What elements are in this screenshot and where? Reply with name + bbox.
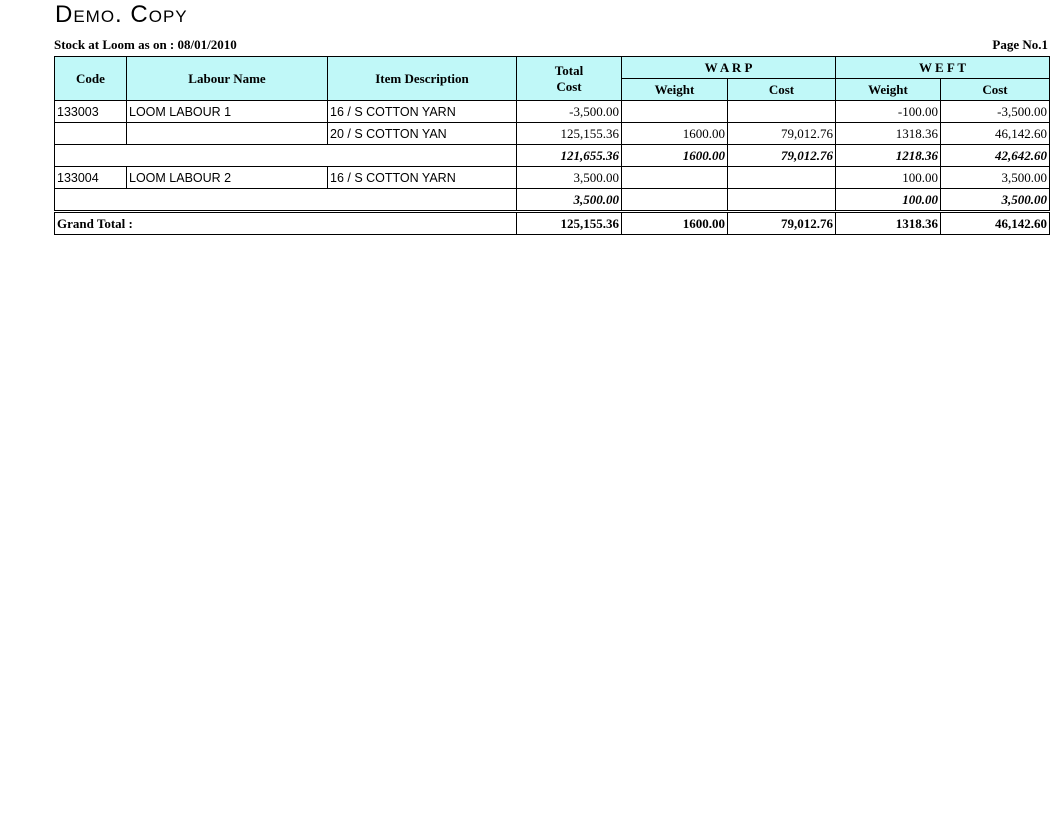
cell-item: 16 / S COTTON YARN <box>328 167 517 189</box>
subtotal-warp-cost <box>728 189 836 211</box>
cell-weft-cost: 46,142.60 <box>941 123 1050 145</box>
grand-total-row <box>55 213 1050 235</box>
cell-item: 16 / S COTTON YARN <box>328 101 517 123</box>
cell-weft-cost: -3,500.00 <box>941 101 1050 123</box>
subtotal-weft-cost: 3,500.00 <box>941 189 1050 211</box>
cell-warp-cost <box>728 167 836 189</box>
subtotal-row <box>55 145 1050 167</box>
report-subtitle: Stock at Loom as on : 08/01/2010 <box>54 37 237 52</box>
table-row <box>55 123 1050 145</box>
subtotal-warp-weight: 1600.00 <box>622 145 728 167</box>
grand-total-label: Grand Total : <box>55 213 517 235</box>
subtotal-total: 121,655.36 <box>517 145 622 167</box>
subtotal-weft-weight: 1218.36 <box>836 145 941 167</box>
cell-warp-cost: 79,012.76 <box>728 123 836 145</box>
grand-total-weft-cost: 46,142.60 <box>941 213 1050 235</box>
cell-code: 133004 <box>55 167 127 189</box>
stock-table <box>54 56 1050 235</box>
subtotal-warp-weight <box>622 189 728 211</box>
cell-total: -3,500.00 <box>517 101 622 123</box>
header-warp-weight: Weight <box>622 79 728 101</box>
cell-code: 133003 <box>55 101 127 123</box>
header-total-cost-line1: Total <box>554 62 584 78</box>
subtotal-total: 3,500.00 <box>517 189 622 211</box>
grand-total-total: 125,155.36 <box>517 213 622 235</box>
subtotal-weft-cost: 42,642.60 <box>941 145 1050 167</box>
header-item-description: Item Description <box>328 57 517 101</box>
cell-labour: LOOM LABOUR 2 <box>127 167 328 189</box>
grand-total-warp-cost: 79,012.76 <box>728 213 836 235</box>
cell-warp-cost <box>728 101 836 123</box>
report-title: Demo. Copy <box>55 1 188 28</box>
cell-warp-weight: 1600.00 <box>622 123 728 145</box>
cell-item: 20 / S COTTON YAN <box>328 123 517 145</box>
table-row <box>55 101 1050 123</box>
cell-weft-weight: 1318.36 <box>836 123 941 145</box>
grand-total-weft-weight: 1318.36 <box>836 213 941 235</box>
header-total-cost <box>517 57 622 101</box>
subtotal-row <box>55 189 1050 211</box>
header-weft: W E F T <box>836 57 1050 79</box>
header-weft-weight: Weight <box>836 79 941 101</box>
page-number: Page No.1 <box>992 37 1048 52</box>
header-labour-name: Labour Name <box>127 57 328 101</box>
cell-weft-cost: 3,500.00 <box>941 167 1050 189</box>
table-row <box>55 167 1050 189</box>
cell-warp-weight <box>622 167 728 189</box>
cell-labour <box>127 123 328 145</box>
header-code: Code <box>55 57 127 101</box>
header-warp: W A R P <box>622 57 836 79</box>
header-row-top <box>55 57 1050 79</box>
cell-total: 125,155.36 <box>517 123 622 145</box>
subtotal-weft-weight: 100.00 <box>836 189 941 211</box>
cell-code <box>55 123 127 145</box>
subtotal-label-cell <box>55 145 517 167</box>
cell-warp-weight <box>622 101 728 123</box>
cell-labour: LOOM LABOUR 1 <box>127 101 328 123</box>
cell-total: 3,500.00 <box>517 167 622 189</box>
cell-weft-weight: 100.00 <box>836 167 941 189</box>
grand-total-warp-weight: 1600.00 <box>622 213 728 235</box>
subtotal-warp-cost: 79,012.76 <box>728 145 836 167</box>
header-total-cost-line2: Cost <box>556 78 582 94</box>
header-weft-cost: Cost <box>941 79 1050 101</box>
cell-weft-weight: -100.00 <box>836 101 941 123</box>
header-warp-cost: Cost <box>728 79 836 101</box>
subtotal-label-cell <box>55 189 517 211</box>
